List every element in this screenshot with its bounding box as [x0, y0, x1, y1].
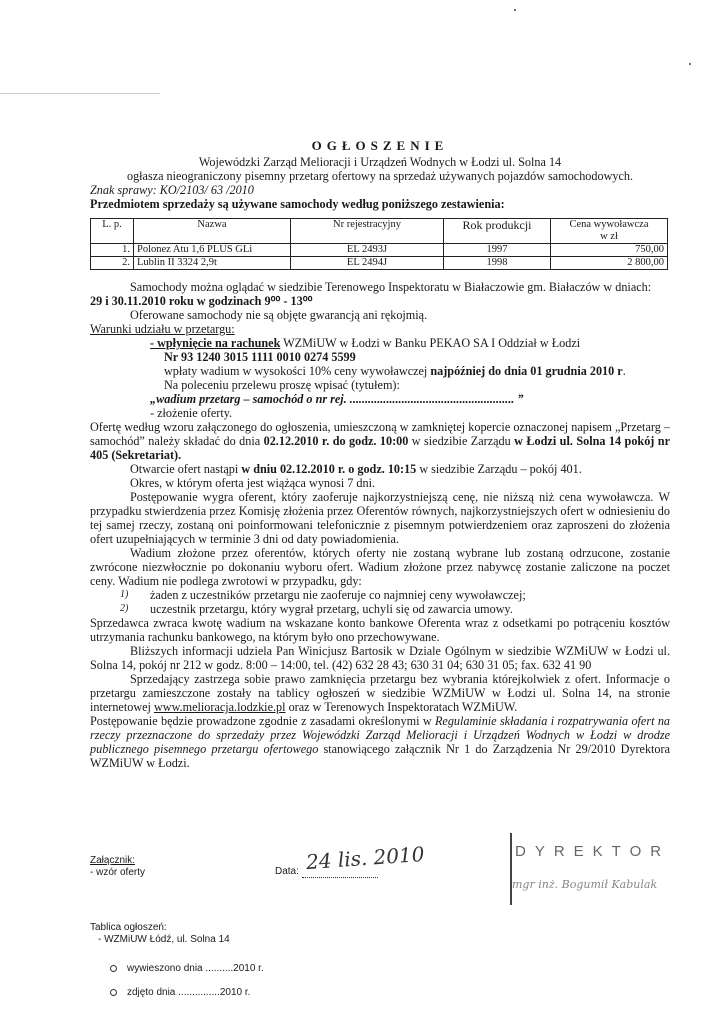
- col-rok: Rok produkcji: [444, 219, 551, 244]
- winner-rules: Postępowanie wygra oferent, który zaoferuje najkorzystniejszą cenę, nie niższą niż cena wywoławcza. W przypadku stwierdzenia przez Komisję złożenia przez Oferentów równych, najkorzystniejszych ofert w odniesieniu do tej samej rzeczy, zostaną oni poinformowani telefonicznie z pisemnym potwierdzeniem oraz zaproszeni do złożenia ofert uzupełniających w terminie 3 dni od daty powiadomienia.: [90, 490, 670, 546]
- table-row: [91, 244, 668, 257]
- list-text: uczestnik przetargu, który wygrał przetarg, uchyli się od zawarcia umowy.: [150, 602, 513, 616]
- issuer-line: Wojewódzki Zarząd Melioracji i Urządzeń Wodnych w Łodzi ul. Solna 14: [198, 155, 562, 169]
- procedure-info: [90, 714, 670, 770]
- cell-nr: EL 2493J: [291, 244, 444, 257]
- cell-cena: 2 800,00: [551, 257, 668, 270]
- attachment-label: Załącznik:: [90, 855, 136, 866]
- binding-period: Okres, w którym oferta jest wiążąca wynosi 7 dni.: [130, 476, 376, 490]
- publication-text: Sprzedający zastrzega sobie prawo zamknięcia przetargu bez wybrania którejkolwiek z ofert. Informacje o przetargu zamieszczone zostały na tablicy ogłoszeń w siedzibie WZMiUW w Łodzi ul. Solna 14, na stronie internetowej: [90, 672, 670, 714]
- cell-cena: 750,00: [551, 244, 668, 257]
- cell-nr: EL 2494J: [291, 257, 444, 270]
- scan-dot: [689, 63, 691, 65]
- warranty-note: Oferowane samochody nie są objęte gwarancją ani rękojmią.: [130, 308, 428, 322]
- contact-info: Bliższych informacji udziela Pan Winicjusz Bartosik w Dziale Ogólnym w siedzibie WZMiUW w Łodzi ul. Solna 14, pokój nr 212 w godz. 8:00 – 14:00, tel. (42) 632 28 43; 630 31 04; 630 31 05; fax. 632 41 90: [90, 644, 670, 672]
- removed-line: [110, 987, 250, 999]
- offer-place-text: w siedzibie Zarządu: [408, 434, 515, 448]
- vehicle-table: [90, 218, 668, 270]
- procedure-end: stanowiącego załącznik Nr 1 do Zarządzenia Nr 29/2010 Dyrektora WZMiUW w Łodzi.: [90, 742, 670, 770]
- posted-text: wywieszono dnia ..........2010 r.: [127, 963, 264, 974]
- table-header-row: [91, 219, 668, 244]
- list-item: [120, 588, 670, 602]
- col-nazwa: Nazwa: [134, 219, 291, 244]
- deposit-text: wpłaty wadium w wysokości 10% ceny wywoławczej: [164, 364, 431, 378]
- condition-1: [150, 336, 670, 350]
- refund-info: Sprzedawca zwraca kwotę wadium na wskazane konto bankowe Oferenta wraz z odsetkami po potrąceniu kosztów utrzymania rachunku bankowego, na którym było ono przechowywane.: [90, 616, 670, 644]
- offer-place: w Łodzi ul. Solna 14 pokój nr 405 (Sekretariat).: [90, 434, 670, 462]
- col-cena-label: Cena wywoławcza: [569, 219, 649, 230]
- cell-lp: 2.: [91, 257, 134, 270]
- procedure-text: Postępowanie będzie prowadzone zgodnie z zasadami określonymi w: [90, 714, 435, 728]
- col-cena: [551, 219, 668, 244]
- opening-text: Otwarcie ofert nastąpi: [130, 462, 242, 476]
- transfer-title: „wadium przetarg – samochód o nr rej. ...................................................... ”: [150, 392, 524, 406]
- bank-account: Nr 93 1240 3015 1111 0010 0274 5599: [164, 350, 356, 364]
- conditions-heading: Warunki udziału w przetargu:: [90, 322, 235, 336]
- opening-date: w dniu 02.12.2010 r. o godz. 10:15: [241, 462, 417, 476]
- cell-rok: 1997: [444, 244, 551, 257]
- viewing-dates: 29 i 30.11.2010 roku w godzinach 9⁰⁰ - 13⁰⁰: [90, 294, 313, 308]
- deposit-end: .: [622, 364, 626, 378]
- cell-nazwa: Lublin II 3324 2,9t: [134, 257, 291, 270]
- col-cena-unit: w zł: [600, 231, 618, 242]
- website-link[interactable]: www.melioracja.lodzkie.pl: [153, 700, 286, 714]
- scan-dot: [514, 9, 516, 11]
- purpose-line: ogłasza nieograniczony pisemny przetarg ofertowy na sprzedaż używanych pojazdów samochodowych.: [126, 169, 634, 183]
- opening-place: w siedzibie Zarządu – pokój 401.: [416, 462, 582, 476]
- list-number: 2): [120, 603, 129, 614]
- publication-info: [90, 672, 670, 714]
- deposit-deadline: najpóźniej do dnia 01 grudnia 2010 r: [430, 364, 623, 378]
- list-text: żaden z uczestników przetargu nie zaoferuje co najmniej ceny wywoławczej;: [150, 588, 526, 602]
- subject-line: Przedmiotem sprzedaży są używane samochody według poniższego zestawienia:: [90, 197, 505, 211]
- offer-submission-text: Ofertę według wzoru załączonego do ogłoszenia, umieszczoną w zamkniętej kopercie oznaczonej napisem „Przetarg – samochód” należy składać do dnia: [90, 420, 670, 448]
- col-nr: Nr rejestracyjny: [291, 219, 444, 244]
- procedure-regulation: Regulaminie składania i rozpatrywania ofert na rzeczy przeznaczone do sprzedaży przez Wojewódzki Zarząd Melioracji i Urządzeń Wodnych w Łodzi w drodze publicznego pisemnego przetargu ofertowego: [90, 714, 671, 756]
- deposit-rules: Wadium złożone przez oferentów, których oferty nie zostaną wybrane lub zostaną odrzucone, zostanie zwrócone niezwłocznie po dokonaniu wyboru ofert. Wadium złożone przez nabywcę zostanie zaliczone na poczet ceny. Wadium nie podlega zwrotowi w przypadku, gdy:: [90, 546, 670, 588]
- date-underline: [302, 877, 378, 878]
- document-title: OGŁOSZENIE: [311, 138, 449, 153]
- notice-board-block: [90, 922, 230, 946]
- director-stamp: DYREKTOR: [515, 843, 671, 860]
- cell-nazwa: Polonez Atu 1,6 PLUS GLi: [134, 244, 291, 257]
- announcement-body: [90, 139, 670, 770]
- table-row: [91, 257, 668, 270]
- list-number: 1): [120, 589, 129, 600]
- condition-1-lead: - wpłynięcie na rachunek: [150, 336, 281, 350]
- attachment-item: - wzór oferty: [90, 867, 146, 878]
- col-lp: L. p.: [91, 219, 134, 244]
- opening-info: [90, 462, 670, 476]
- list-item: [120, 602, 670, 616]
- transfer-note: Na poleceniu przelewu proszę wpisać (tytułem):: [164, 378, 400, 392]
- notice-board-address: - WZMiUW Łódź, ul. Solna 14: [98, 934, 230, 945]
- bullet-icon: [110, 965, 117, 972]
- viewing-info: Samochody można oglądać w siedzibie Terenowego Inspektoratu w Białaczowie gm. Białaczów w dniach:: [130, 280, 652, 294]
- offer-submission: [90, 420, 670, 462]
- posted-line: [110, 963, 264, 975]
- deposit-info: [164, 364, 670, 378]
- scan-line: [0, 93, 160, 94]
- condition-2: - złożenie oferty.: [150, 406, 233, 420]
- cell-lp: 1.: [91, 244, 134, 257]
- handwritten-date: 24 lis. 2010: [305, 841, 426, 875]
- notice-board-label: Tablica ogłoszeń:: [90, 922, 167, 933]
- attachment-block: [90, 855, 145, 879]
- date-label: Data:: [275, 866, 299, 877]
- removed-text: zdjęto dnia ...............2010 r.: [127, 987, 251, 998]
- publication-end: oraz w Terenowych Inspektoratach WZMiUW.: [285, 700, 518, 714]
- condition-1-text: WZMiUW w Łodzi w Banku PEKAO SA I Oddział w Łodzi: [280, 336, 581, 350]
- bullet-icon: [110, 989, 117, 996]
- case-number: Znak sprawy: KO/2103/ 63 /2010: [90, 183, 254, 197]
- signer-stamp: mgr inż. Bogumił Kabulak: [512, 878, 658, 891]
- cell-rok: 1998: [444, 257, 551, 270]
- offer-deadline: 02.12.2010 r. do godz. 10:00: [263, 434, 409, 448]
